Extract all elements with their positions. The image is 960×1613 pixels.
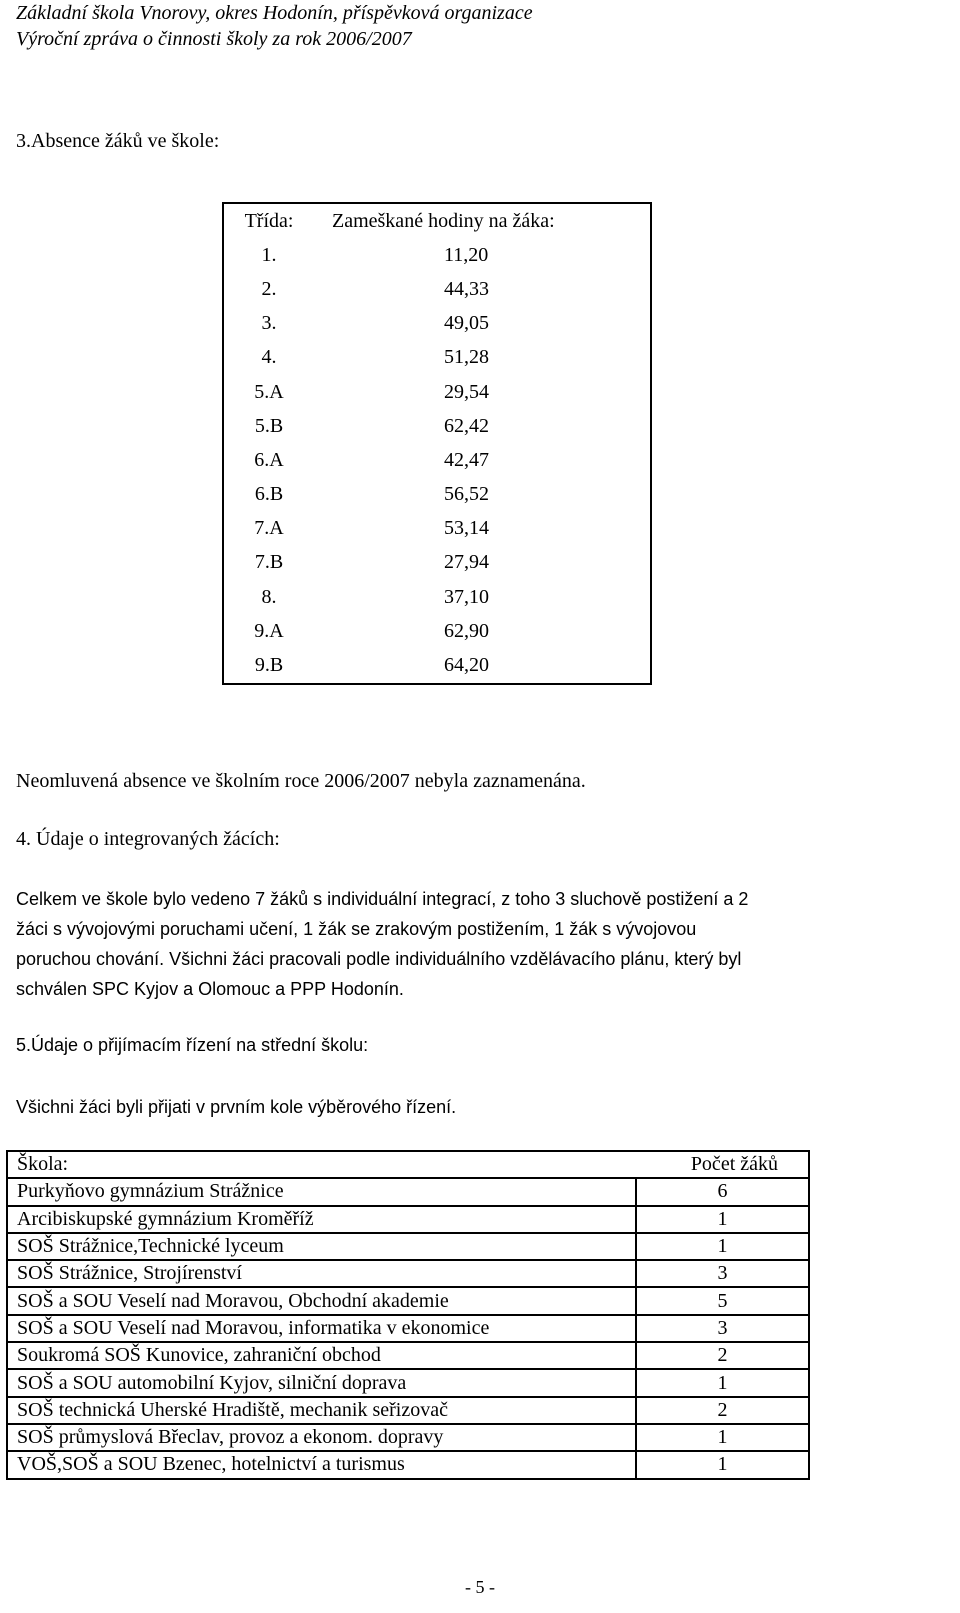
school-name: VOŠ,SOŠ a SOU Bzenec, hotelnictví a turismus: [7, 1451, 636, 1478]
table-row: [7, 1315, 809, 1342]
student-count: 2: [636, 1342, 809, 1369]
table-row: [223, 307, 651, 341]
absence-hours: 62,42: [444, 414, 489, 437]
absence-hours: 62,90: [444, 619, 489, 642]
absence-class: 6.B: [254, 483, 284, 506]
paragraph-line: schválen SPC Kyjov a Olomouc a PPP Hodonín.: [16, 979, 404, 999]
table-row: [7, 1424, 809, 1451]
table-row: [223, 512, 651, 546]
school-name: SOŠ Strážnice, Strojírenství: [7, 1260, 636, 1287]
paragraph-line: Celkem ve škole bylo vedeno 7 žáků s individuální integrací, z toho 3 sluchově postižení a 2: [16, 889, 749, 909]
absence-class: 2.: [261, 277, 277, 300]
absence-class: 7.B: [254, 551, 284, 574]
table-row: [223, 614, 651, 648]
integration-paragraph: [16, 884, 941, 1004]
absence-hours: 64,20: [444, 654, 489, 677]
table-row: [223, 272, 651, 306]
absence-hours: 37,10: [444, 585, 489, 608]
absence-heading: 3.Absence žáků ve škole:: [16, 130, 220, 152]
absence-class: 4.: [261, 346, 277, 369]
integration-heading: 4. Údaje o integrovaných žácích:: [16, 828, 280, 850]
schools-table-header: [7, 1151, 809, 1178]
paragraph-line: poruchou chování. Všichni žáci pracovali podle individuálního vzdělávacího plánu, který byl: [16, 949, 742, 969]
school-name: SOŠ průmyslová Břeclav, provoz a ekonom. dopravy: [7, 1424, 636, 1451]
table-row: [7, 1369, 809, 1396]
student-count: 1: [636, 1369, 809, 1396]
student-count: 3: [636, 1315, 809, 1342]
absence-hours: 49,05: [444, 312, 489, 335]
student-count: 6: [636, 1178, 809, 1205]
absence-hours: 11,20: [444, 243, 489, 266]
report-header-title: Výroční zpráva o činnosti školy za rok 2006/2007: [16, 28, 412, 50]
absence-class: 9.B: [254, 654, 284, 677]
page-number: - 5 -: [465, 1577, 495, 1597]
absence-class: 9.A: [254, 619, 284, 642]
table-row: [7, 1451, 809, 1478]
table-row: [223, 409, 651, 443]
table-row: [223, 375, 651, 409]
absence-hours: 44,33: [444, 277, 489, 300]
table-row: [223, 648, 651, 683]
table-row: [223, 238, 651, 272]
paragraph-line: žáci s vývojovými poruchami učení, 1 žák se zrakovým postižením, 1 žák s vývojovou: [16, 919, 697, 939]
table-row: [7, 1233, 809, 1260]
absence-col-class: Třída:: [244, 209, 294, 232]
table-row: [7, 1397, 809, 1424]
admissions-heading: 5.Údaje o přijímacím řízení na střední školu:: [16, 1035, 369, 1055]
school-name: SOŠ a SOU automobilní Kyjov, silniční doprava: [7, 1369, 636, 1396]
absence-hours: 42,47: [444, 448, 489, 471]
absence-hours: 56,52: [444, 483, 489, 506]
absence-class: 3.: [261, 312, 277, 335]
table-row: [7, 1287, 809, 1314]
report-header-school: Základní škola Vnorovy, okres Hodonín, příspěvková organizace: [16, 2, 533, 24]
absence-class: 6.A: [254, 448, 284, 471]
student-count: 5: [636, 1287, 809, 1314]
schools-col-school: Škola:: [7, 1151, 636, 1178]
admissions-note: Všichni žáci byli přijati v prvním kole výběrového řízení.: [16, 1097, 457, 1117]
school-name: Purkyňovo gymnázium Strážnice: [7, 1178, 636, 1205]
schools-table: [6, 1150, 810, 1480]
absence-class: 7.A: [254, 517, 284, 540]
school-name: Arcibiskupské gymnázium Kroměříž: [7, 1206, 636, 1233]
school-name: SOŠ Strážnice,Technické lyceum: [7, 1233, 636, 1260]
absence-hours: 53,14: [444, 517, 489, 540]
student-count: 1: [636, 1451, 809, 1478]
table-row: [7, 1178, 809, 1205]
table-row: [7, 1260, 809, 1287]
table-row: [223, 341, 651, 375]
student-count: 1: [636, 1424, 809, 1451]
absence-note: Neomluvená absence ve školním roce 2006/2007 nebyla zaznamenána.: [16, 770, 586, 792]
absence-hours: 29,54: [444, 380, 489, 403]
table-row: [223, 580, 651, 614]
school-name: SOŠ a SOU Veselí nad Moravou, informatika v ekonomice: [7, 1315, 636, 1342]
table-row: [7, 1206, 809, 1233]
school-name: SOŠ a SOU Veselí nad Moravou, Obchodní akademie: [7, 1287, 636, 1314]
absence-col-hours: Zameškané hodiny na žáka:: [332, 209, 555, 232]
table-row: [223, 443, 651, 477]
student-count: 1: [636, 1233, 809, 1260]
schools-col-count: Počet žáků: [636, 1151, 809, 1178]
student-count: 1: [636, 1206, 809, 1233]
absence-table: [222, 202, 652, 685]
absence-class: 5.B: [254, 414, 284, 437]
table-row: [223, 546, 651, 580]
student-count: 3: [636, 1260, 809, 1287]
absence-hours: 27,94: [444, 551, 489, 574]
student-count: 2: [636, 1397, 809, 1424]
absence-table-header: [223, 203, 651, 238]
school-name: SOŠ technická Uherské Hradiště, mechanik seřizovač: [7, 1397, 636, 1424]
table-row: [7, 1342, 809, 1369]
school-name: Soukromá SOŠ Kunovice, zahraniční obchod: [7, 1342, 636, 1369]
absence-class: 1.: [261, 243, 277, 266]
table-row: [223, 478, 651, 512]
absence-hours: 51,28: [444, 346, 489, 369]
absence-class: 5.A: [254, 380, 284, 403]
absence-class: 8.: [261, 585, 277, 608]
